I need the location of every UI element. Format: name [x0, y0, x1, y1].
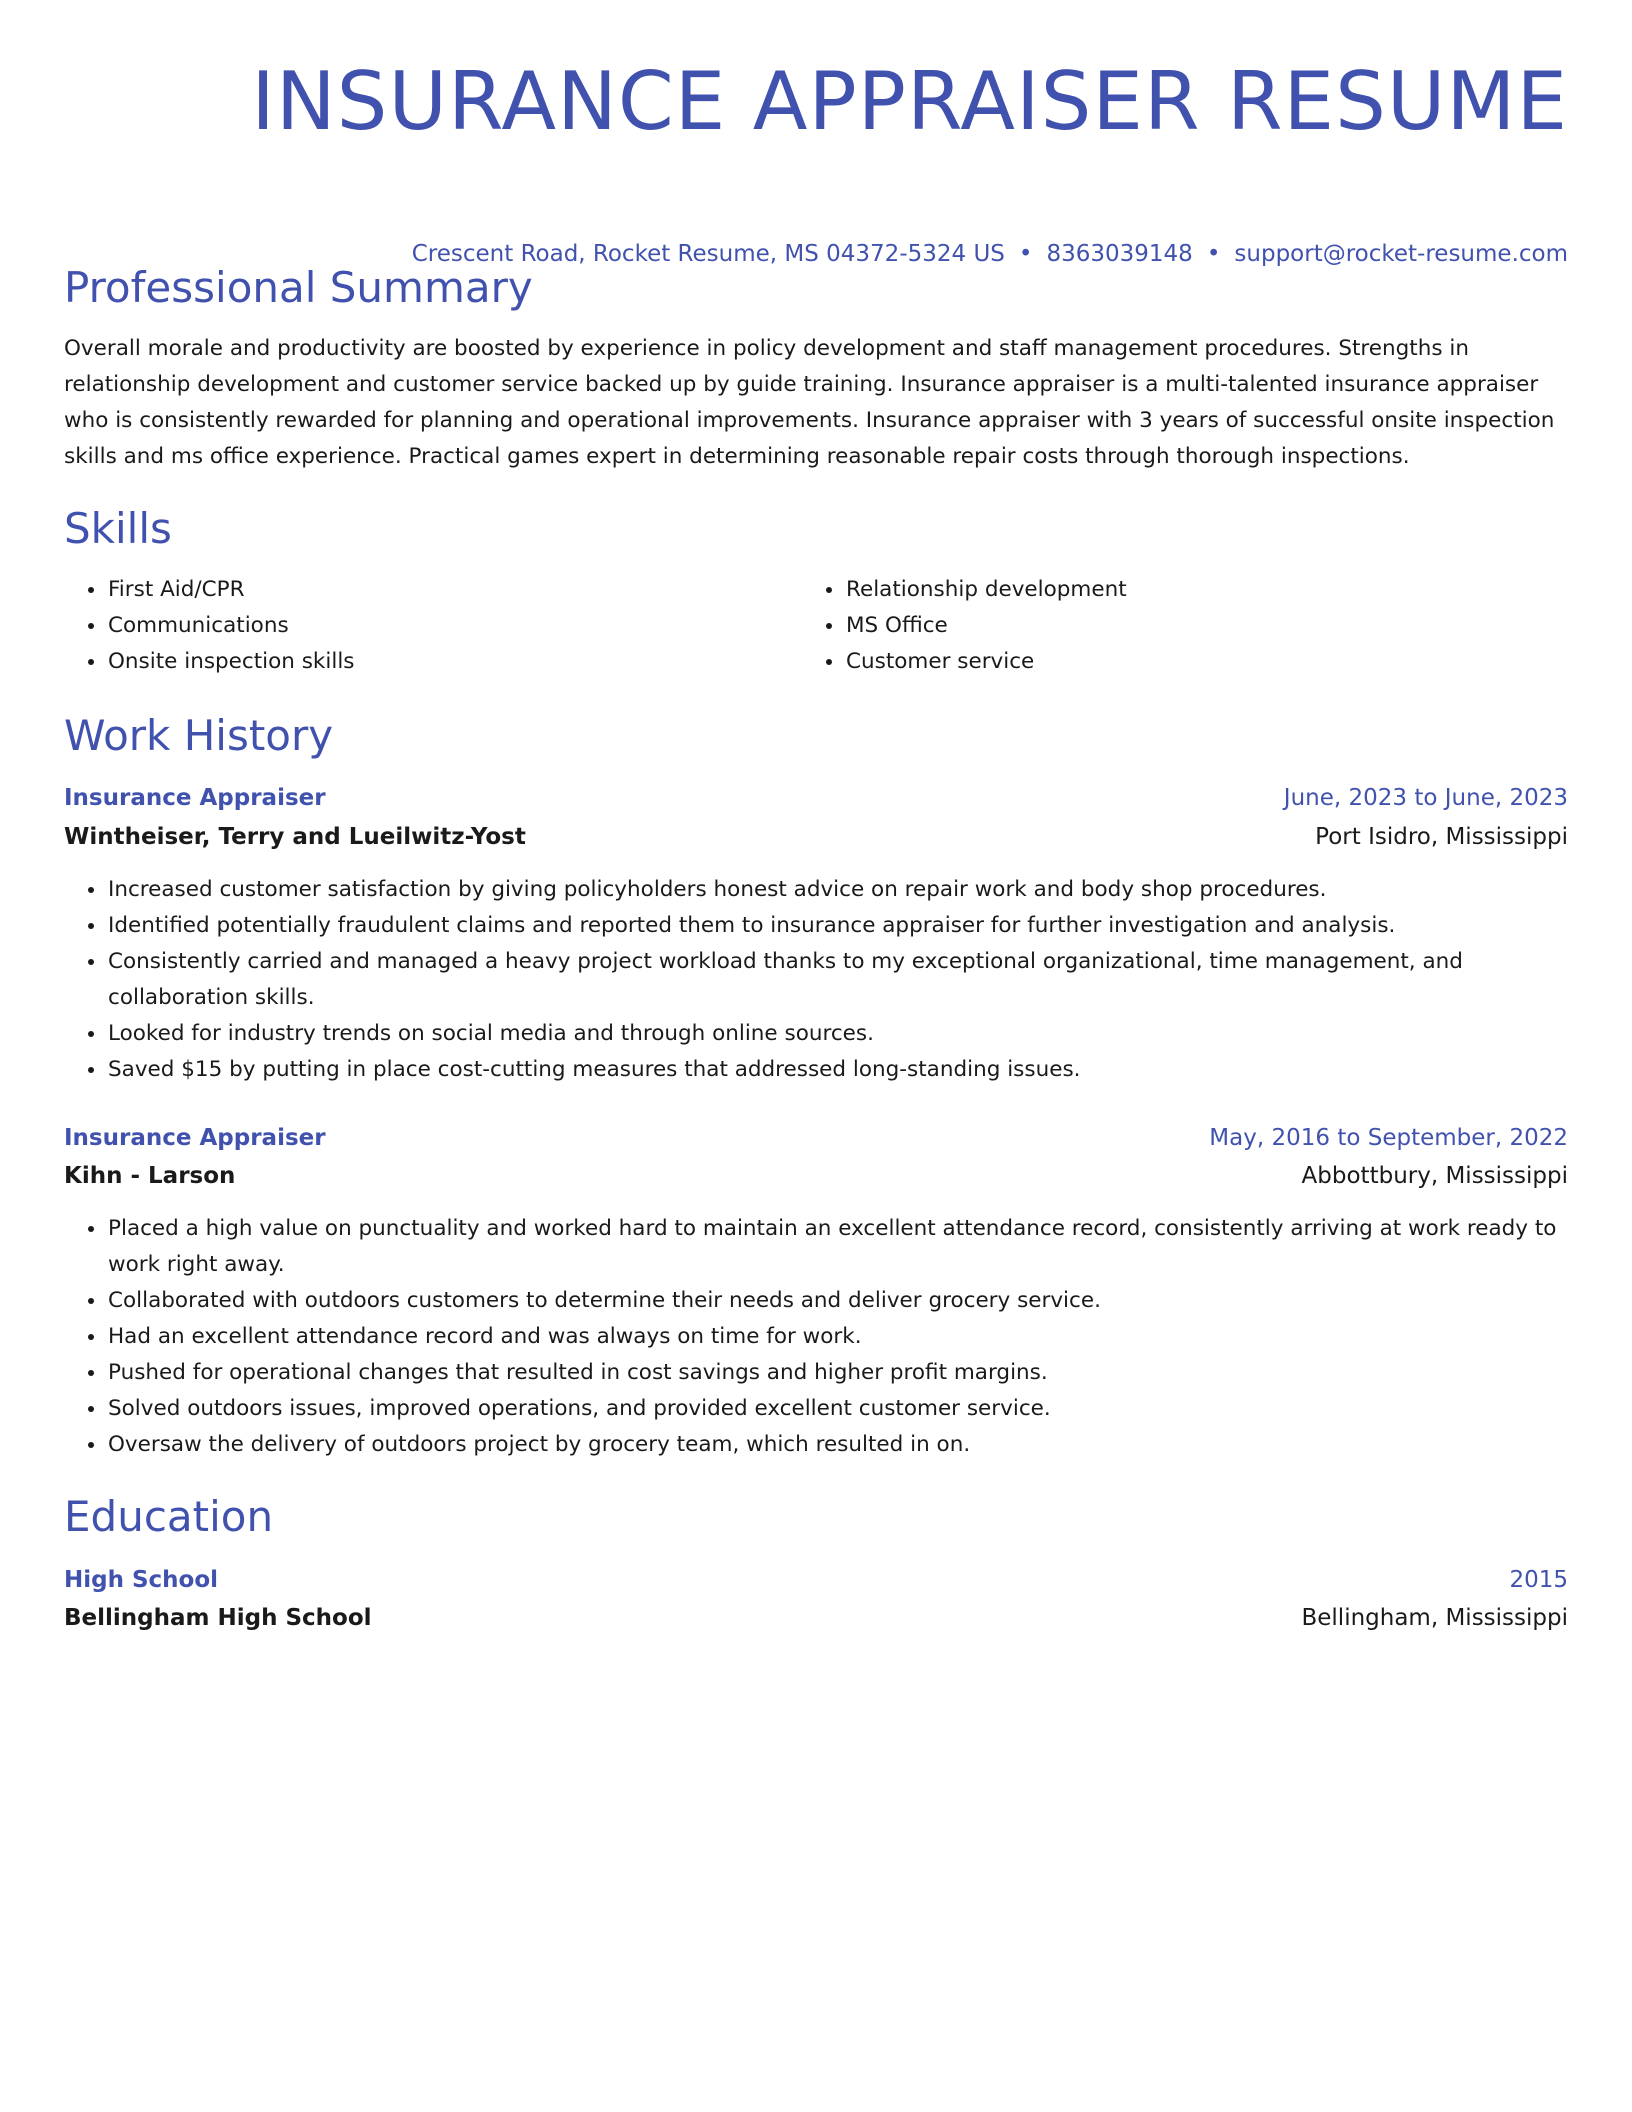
- job-dates: June, 2023 to June, 2023: [1283, 785, 1568, 811]
- summary-heading: Professional Summary: [64, 263, 533, 312]
- summary-text: Overall morale and productivity are boosted by experience in policy development and staff management procedures. Strengths in relationship development and customer service backed up by guide training. Insurance appraiser is a multi-talented insurance appraiser who is consistently rewarded for planning and operational improvements. Insurance appraiser with 3 years of successful onsite inspection skills and ms office experience. Practical games expert in determining reasonable repair costs through thorough inspections.: [64, 336, 1555, 469]
- job-title: Insurance Appraiser: [64, 1125, 326, 1151]
- job-header: [64, 1121, 1568, 1155]
- job-company: Kihn - Larson: [64, 1163, 236, 1189]
- job-bullet: • Saved $15 by putting in place cost-cutting measures that addressed long-standing issues.: [107, 1052, 1568, 1088]
- education-degree: High School: [64, 1567, 219, 1593]
- job-company: Wintheiser, Terry and Lueilwitz-Yost: [64, 824, 526, 850]
- contact-phone: 8363039148: [1046, 241, 1193, 267]
- contact-address: Crescent Road, Rocket Resume, MS 04372-5324 US: [411, 241, 1005, 267]
- contact-separator: •: [1018, 241, 1033, 267]
- job-bullet: • Consistently carried and managed a heavy project workload thanks to my exceptional organizational, time management, and collaboration skills.: [107, 944, 1568, 1016]
- job-bullet: • Looked for industry trends on social media and through online sources.: [107, 1016, 1568, 1052]
- contact-line: [412, 237, 1568, 271]
- job-title: Insurance Appraiser: [64, 785, 326, 811]
- skills-column-right: [802, 572, 1540, 680]
- job-bullet: • Collaborated with outdoors customers to determine their needs and deliver grocery service.: [107, 1283, 1568, 1319]
- skill-item: • Onsite inspection skills: [107, 644, 802, 680]
- education-year: 2015: [1509, 1567, 1568, 1593]
- work-history-heading: Work History: [64, 711, 334, 760]
- skill-item: • MS Office: [845, 608, 1540, 644]
- job-employer-row: [64, 1159, 1568, 1193]
- job-bullet: • Increased customer satisfaction by giving policyholders honest advice on repair work and body shop procedures.: [107, 872, 1568, 908]
- job-bullets: [64, 872, 1568, 1088]
- contact-email: support@rocket-resume.com: [1234, 241, 1568, 267]
- job-bullet: • Identified potentially fraudulent claims and reported them to insurance appraiser for further investigation and analysis.: [107, 908, 1568, 944]
- skill-item: • Communications: [107, 608, 802, 644]
- job-bullet: • Placed a high value on punctuality and worked hard to maintain an excellent attendance record, consistently arriving at work ready to work right away.: [107, 1211, 1568, 1283]
- job-bullets: [64, 1211, 1568, 1463]
- skill-item: • First Aid/CPR: [107, 572, 802, 608]
- skill-item: • Customer service: [845, 644, 1540, 680]
- job-header: [64, 781, 1568, 815]
- contact-separator: •: [1206, 241, 1221, 267]
- education-school: Bellingham High School: [64, 1605, 372, 1631]
- job-bullet: • Solved outdoors issues, improved operations, and provided excellent customer service.: [107, 1391, 1568, 1427]
- job-bullet: • Oversaw the delivery of outdoors project by grocery team, which resulted in on.: [107, 1427, 1568, 1463]
- job-location: Port Isidro, Mississippi: [1315, 824, 1568, 850]
- job-location: Abbottbury, Mississippi: [1301, 1163, 1568, 1189]
- job-employer-row: [64, 820, 1568, 854]
- education-location: Bellingham, Mississippi: [1301, 1605, 1568, 1631]
- skills-column-left: [64, 572, 802, 680]
- skills-heading: Skills: [64, 504, 172, 553]
- skill-item: • Relationship development: [845, 572, 1540, 608]
- job-bullet: • Pushed for operational changes that resulted in cost savings and higher profit margins.: [107, 1355, 1568, 1391]
- resume-title: INSURANCE APPRAISER RESUME: [251, 55, 1568, 148]
- education-header: [64, 1563, 1568, 1597]
- skills-list: [64, 572, 1568, 680]
- education-heading: Education: [64, 1492, 274, 1541]
- education-school-row: [64, 1601, 1568, 1635]
- job-bullet: • Had an excellent attendance record and was always on time for work.: [107, 1319, 1568, 1355]
- job-dates: May, 2016 to September, 2022: [1209, 1125, 1568, 1151]
